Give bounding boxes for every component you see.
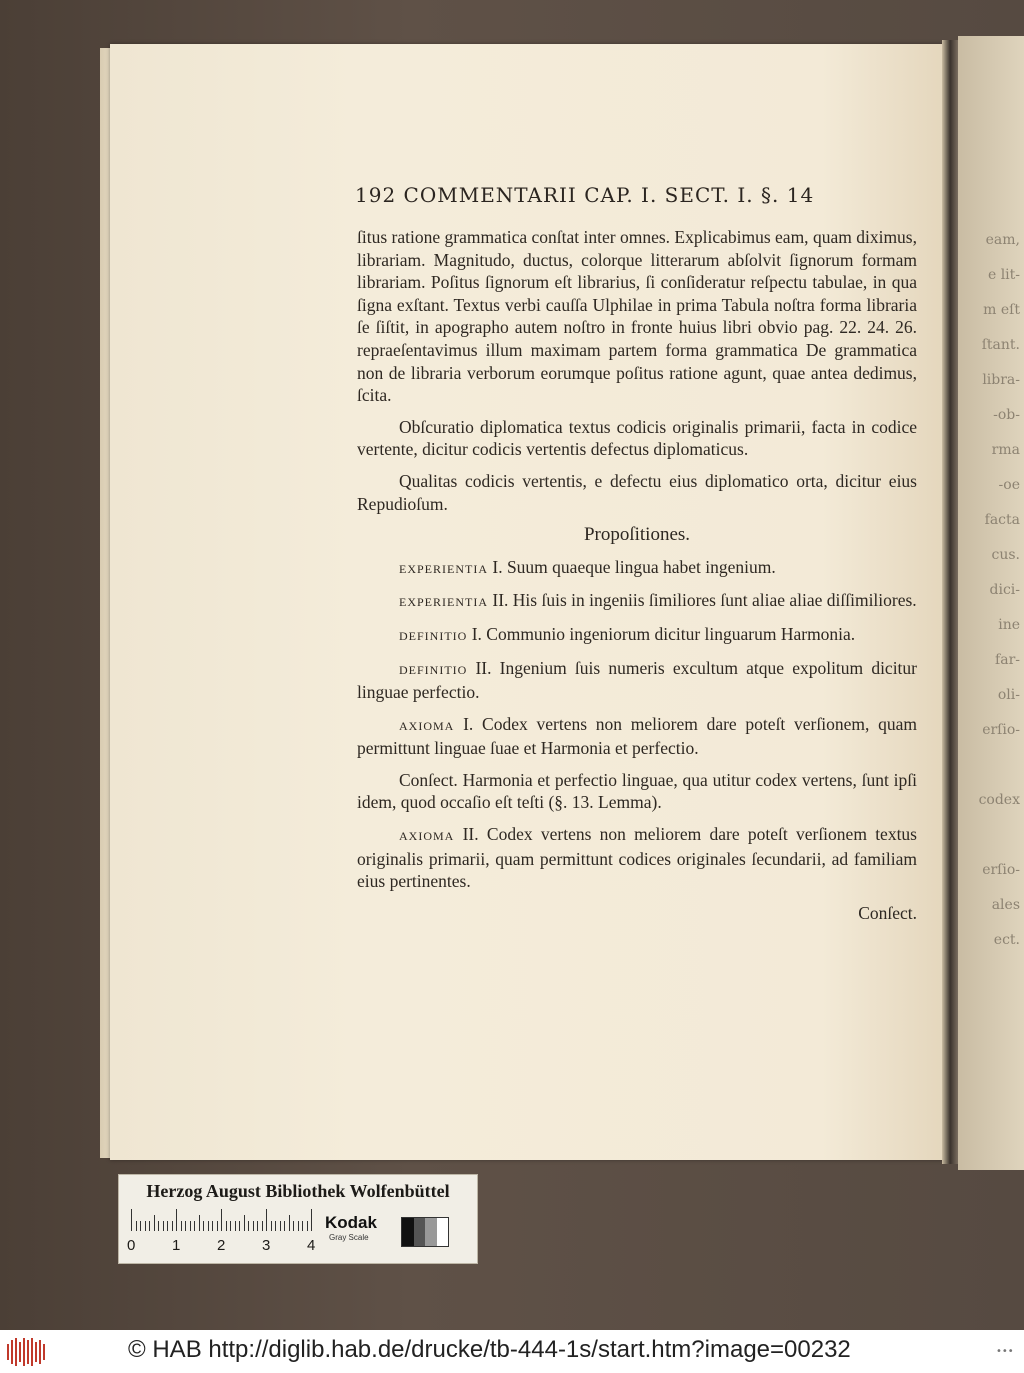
- paragraph-3: Qualitas codicis vertentis, e defectu eius diplomatico orta, dicitur eius Repudioſum.: [357, 470, 917, 514]
- ruler-tick: [194, 1221, 195, 1231]
- ruler-tick: [181, 1221, 182, 1231]
- source-url[interactable]: © HAB http://diglib.hab.de/drucke/tb-444-1s/start.htm?image=00232: [128, 1336, 851, 1363]
- facing-page-fragment: dici-: [989, 582, 1020, 598]
- ruler-tick: [244, 1215, 245, 1231]
- ruler-tick: [257, 1221, 258, 1231]
- ruler-tick: [289, 1215, 290, 1231]
- running-head: 192 COMMENTARII CAP. I. SECT. I. §. 14: [355, 183, 815, 207]
- ruler-tick: [167, 1221, 168, 1231]
- proposition-label: Conſect.: [399, 769, 458, 790]
- ruler-tick: [280, 1221, 281, 1231]
- scale-number: 1: [172, 1237, 181, 1254]
- proposition-item: [357, 769, 917, 814]
- facing-page-fragment: ect.: [993, 932, 1020, 948]
- page-body: [357, 226, 917, 924]
- proposition-text: Suum quaeque lingua habet ingenium.: [506, 556, 776, 577]
- ruler-tick: [262, 1221, 263, 1231]
- ruler-tick: [239, 1221, 240, 1231]
- ruler-tick: [311, 1209, 312, 1231]
- ruler-tick: [154, 1215, 155, 1231]
- proposition-label: DEFINITIO: [399, 662, 468, 677]
- proposition-item: [357, 589, 917, 614]
- proposition-text: Ingenium ſuis numeris excultum atque expolitum dicitur linguae perfectio.: [357, 657, 917, 703]
- ruler-tick: [266, 1209, 267, 1231]
- facing-page-fragment: -ob-: [993, 407, 1020, 423]
- ruler-tick: [284, 1221, 285, 1231]
- proposition-text: Codex vertens non meliorem dare poteſt verſionem, quam permittunt linguae ſuae et Harmonia et perfectio.: [357, 713, 917, 759]
- hab-logo-icon: [6, 1336, 46, 1368]
- ruler-tick: [221, 1209, 222, 1231]
- facing-page-fragment: ales: [991, 897, 1020, 913]
- scale-ruler: [131, 1209, 315, 1231]
- proposition-item: [357, 657, 917, 704]
- ruler-tick: [172, 1221, 173, 1231]
- ruler-tick: [230, 1221, 231, 1231]
- proposition-label: AXIOMA: [399, 829, 455, 844]
- ruler-tick: [136, 1221, 137, 1231]
- ruler-tick: [149, 1221, 150, 1231]
- facing-page-fragment: libra-: [982, 372, 1020, 388]
- facing-page-fragment: ſtant.: [981, 337, 1020, 353]
- ruler-tick: [217, 1221, 218, 1231]
- scale-number: 4: [307, 1237, 316, 1254]
- ruler-tick: [235, 1221, 236, 1231]
- scale-numbers: [127, 1237, 327, 1257]
- proposition-item: [357, 556, 917, 581]
- facing-page-fragment: m eſt: [983, 302, 1020, 318]
- facing-page-fragment: erſio-: [982, 722, 1020, 738]
- facing-page-fragment: ine: [998, 617, 1020, 633]
- ruler-tick: [190, 1221, 191, 1231]
- gray-scale-label: Gray Scale: [329, 1233, 369, 1242]
- facing-page-fragment: eam,: [985, 232, 1020, 248]
- ruler-tick: [226, 1221, 227, 1231]
- ruler-tick: [140, 1221, 141, 1231]
- paragraph-2: Obſcuratio diplomatica textus codicis originalis primarii, facta in codice vertente, dicitur codicis vertentis defectus diplomaticus.: [357, 416, 917, 460]
- paragraph-1: ſitus ratione grammatica conſtat inter omnes. Explicabimus eam, quam diximus, librariam. Magnitudo, ductus, colorque litterarum abſolvit ſignorum formam librariam. Poſitus ſignorum eſt librarius, ſi conſideratur reſpectu tabulae, in qua ſigna exſtant. Textus verbi cauſſa Ulphilae in prima Tabula noſtra forma libraria ſe ſiſtit, in apographo autem noſtro in fronte huius libri obvio pag. 22. 24. 26. repraeſentavimus illum maximam partem forma grammatica De grammatica non de libraria verborum eorumque poſitus ratione agunt, quae antea dedimus, ſcita.: [357, 227, 917, 406]
- proposition-label: EXPERIENTIA: [399, 561, 488, 576]
- ruler-tick: [298, 1221, 299, 1231]
- ruler-tick: [248, 1221, 249, 1231]
- proposition-text: Communio ingeniorum dicitur linguarum Harmonia.: [486, 623, 856, 644]
- facing-page-fragment: oli-: [997, 687, 1020, 703]
- footer-bar: [0, 1330, 1024, 1373]
- facing-page-fragment: e lit-: [987, 267, 1020, 283]
- ruler-tick: [208, 1221, 209, 1231]
- facing-page-fragment: codex: [978, 792, 1020, 808]
- ruler-tick: [302, 1221, 303, 1231]
- facing-page: [958, 36, 1024, 1170]
- proposition-item: [357, 623, 917, 648]
- ruler-tick: [176, 1209, 177, 1231]
- proposition-text: His ſuis in ingeniis ſimiliores ſunt aliae aliae diſſimiliores.: [512, 590, 917, 611]
- scale-number: 3: [262, 1237, 271, 1254]
- proposition-number: I.: [492, 556, 503, 577]
- ruler-tick: [271, 1221, 272, 1231]
- ruler-tick: [131, 1209, 132, 1231]
- scale-number: 0: [127, 1237, 136, 1254]
- ruler-tick: [185, 1221, 186, 1231]
- proposition-item: [357, 823, 917, 893]
- footer-dots: •••: [996, 1346, 1014, 1357]
- color-calibration-card: [118, 1174, 478, 1264]
- ruler-tick: [212, 1221, 213, 1231]
- proposition-text: Codex vertens non meliorem dare poteſt verſionem textus originalis primarii, quam permittunt codices originales ſecundarii, ad familiam eius pertinentes.: [357, 824, 917, 892]
- facing-page-fragment: facta: [984, 512, 1020, 528]
- kodak-logo: Kodak: [325, 1213, 377, 1232]
- ruler-tick: [293, 1221, 294, 1231]
- proposition-number: II.: [462, 824, 479, 845]
- scale-number: 2: [217, 1237, 226, 1254]
- proposition-number: I.: [463, 713, 474, 734]
- proposition-item: [357, 713, 917, 760]
- ruler-tick: [203, 1221, 204, 1231]
- proposition-label: DEFINITIO: [399, 628, 468, 643]
- ruler-tick: [275, 1221, 276, 1231]
- facing-page-fragment: erſio-: [982, 862, 1020, 878]
- facing-page-fragment: far-: [995, 652, 1020, 668]
- section-heading: Propoſitiones.: [583, 524, 691, 546]
- ruler-tick: [199, 1215, 200, 1231]
- proposition-text: Harmonia et perfectio linguae, qua utitur codex vertens, ſunt ipſi idem, quod occaſio eſt teſti (§. 13. Lemma).: [357, 769, 918, 813]
- facing-page-fragment: rma: [991, 442, 1020, 458]
- card-title: Herzog August Bibliothek Wolfenbüttel: [146, 1181, 450, 1201]
- facing-page-fragment: cus.: [991, 547, 1020, 563]
- gray-scale-patches: [401, 1217, 449, 1247]
- propositions-list: [357, 556, 917, 893]
- ruler-tick: [158, 1221, 159, 1231]
- facing-page-fragment: -oe: [998, 477, 1020, 493]
- proposition-label: EXPERIENTIA: [399, 595, 488, 610]
- proposition-number: II.: [475, 657, 492, 678]
- proposition-number: II.: [492, 590, 509, 611]
- ruler-tick: [145, 1221, 146, 1231]
- ruler-tick: [253, 1221, 254, 1231]
- catchword: Conſect.: [858, 902, 917, 923]
- ruler-tick: [307, 1221, 308, 1231]
- proposition-label: AXIOMA: [399, 718, 455, 733]
- ruler-tick: [163, 1221, 164, 1231]
- proposition-number: I.: [471, 623, 482, 644]
